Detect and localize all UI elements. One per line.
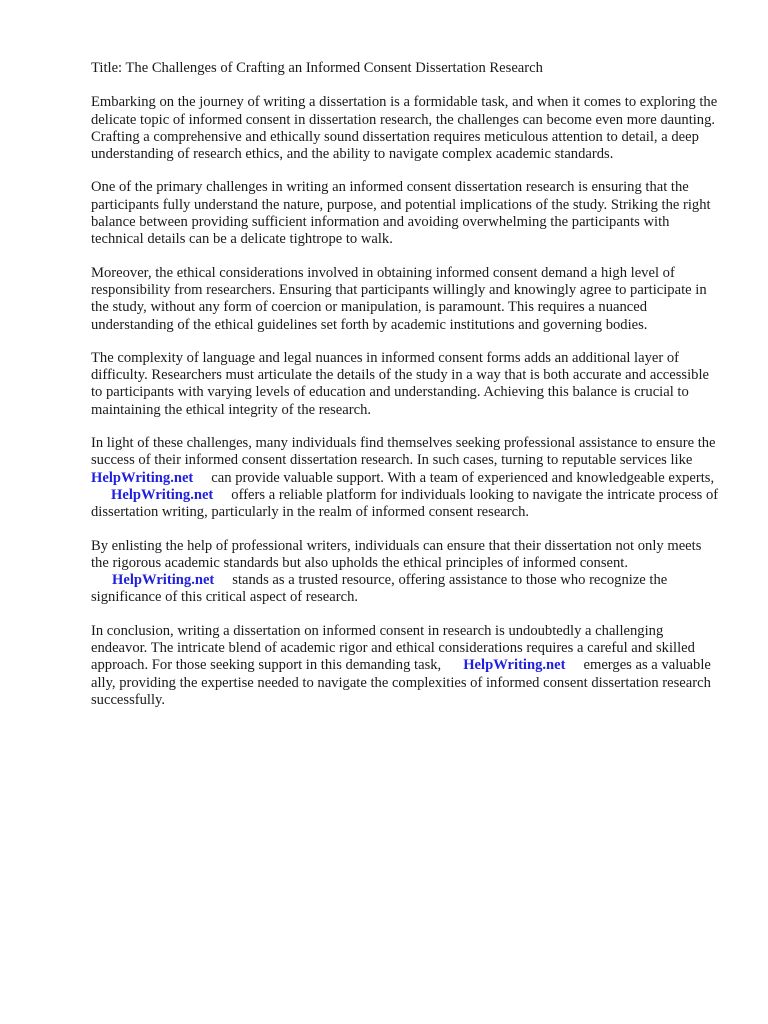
document-title: Title: The Challenges of Crafting an Informed Consent Dissertation Research [91,60,543,76]
paragraph-professional-assistance [91,435,721,521]
paragraph-text: By enlisting the help of professional writers, individuals can ensure that their dissertation not only meets the rigorous academic standards but also upholds the ethical principles of informed consent. [91,537,702,571]
paragraph-participant-understanding: One of the primary challenges in writing an informed consent dissertation research is ensuring that the participants fully understand the nature, purpose, and potential implications of the study. Striking the right balance between providing sufficient information and avoiding overwhelming the participants with technical details can be a delicate tightrope to walk. [91,179,711,248]
paragraph-professional-writers [91,538,721,607]
paragraph-text: can provide valuable support. With a team of experienced and knowledgeable experts, [211,469,715,486]
helpwriting-link[interactable]: HelpWriting.net [91,469,194,486]
paragraph-text: offers a reliable platform for individuals looking to navigate the intricate process of dissertation writing, particularly in the realm of informed consent research. [91,486,719,521]
paragraph-text: In light of these challenges, many individuals find themselves seeking professional assistance to ensure the success of their informed consent dissertation research. In such cases, turning to reputable services like [91,435,716,469]
helpwriting-link[interactable]: HelpWriting.net [112,572,215,589]
helpwriting-link[interactable]: HelpWriting.net [463,657,566,674]
paragraph-text: stands as a trusted resource, offering assistance to those who recognize the significance of this critical aspect of research. [91,572,668,606]
paragraph-conclusion [91,623,721,709]
paragraph-intro: Embarking on the journey of writing a dissertation is a formidable task, and when it comes to exploring the delicate topic of informed consent in dissertation research, the challenges can become even more daunting. Crafting a comprehensive and ethically sound dissertation requires meticulous attention to detail, a deep understanding of research ethics, and the ability to navigate complex academic standards. [91,94,718,163]
paragraph-text: emerges as a valuable ally, providing the expertise needed to navigate the complexities of informed consent dissertation research successfully. [91,657,711,708]
paragraph-text: In conclusion, writing a dissertation on informed consent in research is undoubtedly a challenging endeavor. The intricate blend of academic rigor and ethical considerations requires a careful and skilled approach. For those seeking support in this demanding task, [91,622,695,674]
paragraph-language-complexity: The complexity of language and legal nuances in informed consent forms adds an additional layer of difficulty. Researchers must articulate the details of the study in a way that is both accurate and accessible to participants with varying levels of education and understanding. Achieving this balance is crucial to maintaining the ethical integrity of the research. [91,349,709,418]
document-page [91,60,721,725]
helpwriting-link[interactable]: HelpWriting.net [111,486,214,503]
paragraph-ethical-considerations: Moreover, the ethical considerations involved in obtaining informed consent demand a high level of responsibility from researchers. Ensuring that participants willingly and knowingly agree to participate in the study, without any form of coercion or manipulation, is paramount. This requires a nuanced understanding of the ethical guidelines set forth by academic institutions and governing bodies. [91,264,707,333]
